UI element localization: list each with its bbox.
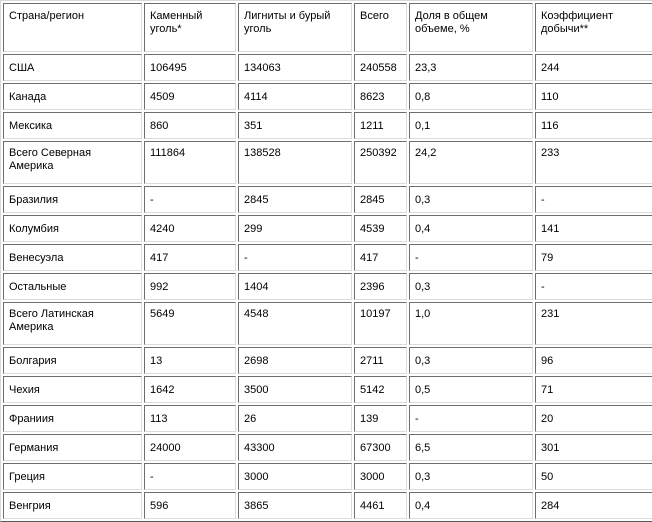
cell-lignite: 351 (238, 112, 352, 139)
cell-country: Остальные (3, 273, 142, 300)
cell-total: 3000 (354, 463, 407, 490)
cell-share: 23,3 (409, 54, 533, 81)
cell-hard-coal: 106495 (144, 54, 236, 81)
cell-coefficient: 50 (535, 463, 652, 490)
cell-lignite: 2845 (238, 186, 352, 213)
cell-coefficient: 141 (535, 215, 652, 242)
table-row (3, 434, 652, 461)
cell-total: 4461 (354, 492, 407, 519)
cell-total: 4539 (354, 215, 407, 242)
cell-hard-coal: 24000 (144, 434, 236, 461)
cell-lignite: 1404 (238, 273, 352, 300)
cell-share: 0,3 (409, 186, 533, 213)
cell-share: 1,0 (409, 302, 533, 345)
cell-coefficient: - (535, 273, 652, 300)
cell-hard-coal: 1642 (144, 376, 236, 403)
header-cell-share: Доля в общем объеме, % (409, 3, 533, 52)
table-row (3, 405, 652, 432)
header-cell-country: Страна/регион (3, 3, 142, 52)
cell-lignite: 3865 (238, 492, 352, 519)
cell-share: 0,4 (409, 215, 533, 242)
cell-country: Болгария (3, 347, 142, 374)
cell-country: Венгрия (3, 492, 142, 519)
table-row (3, 215, 652, 242)
table-row (3, 463, 652, 490)
cell-lignite: 299 (238, 215, 352, 242)
cell-coefficient: - (535, 186, 652, 213)
cell-country: Всего Северная Америка (3, 141, 142, 184)
cell-total: 139 (354, 405, 407, 432)
cell-lignite: 43300 (238, 434, 352, 461)
cell-total: 417 (354, 244, 407, 271)
table-row (3, 112, 652, 139)
cell-share: - (409, 244, 533, 271)
cell-lignite: 3500 (238, 376, 352, 403)
cell-hard-coal: 992 (144, 273, 236, 300)
cell-coefficient: 79 (535, 244, 652, 271)
cell-country: Бразилия (3, 186, 142, 213)
table-row (3, 141, 652, 184)
cell-total: 2711 (354, 347, 407, 374)
table-row (3, 376, 652, 403)
cell-share: 0,4 (409, 492, 533, 519)
cell-hard-coal: 113 (144, 405, 236, 432)
cell-total: 250392 (354, 141, 407, 184)
cell-coefficient: 96 (535, 347, 652, 374)
cell-country: Колумбия (3, 215, 142, 242)
cell-share: 24,2 (409, 141, 533, 184)
cell-country: Венесуэла (3, 244, 142, 271)
cell-country: Всего Латинская Америка (3, 302, 142, 345)
cell-coefficient: 71 (535, 376, 652, 403)
cell-lignite: 3000 (238, 463, 352, 490)
cell-total: 2396 (354, 273, 407, 300)
cell-share: 0,5 (409, 376, 533, 403)
cell-coefficient: 284 (535, 492, 652, 519)
cell-hard-coal: 4509 (144, 83, 236, 110)
cell-total: 10197 (354, 302, 407, 345)
cell-coefficient: 244 (535, 54, 652, 81)
cell-coefficient: 116 (535, 112, 652, 139)
table-row (3, 186, 652, 213)
cell-hard-coal: - (144, 463, 236, 490)
cell-lignite: 26 (238, 405, 352, 432)
cell-hard-coal: 111864 (144, 141, 236, 184)
table-row (3, 54, 652, 81)
cell-hard-coal: - (144, 186, 236, 213)
cell-lignite: 2698 (238, 347, 352, 374)
table-row (3, 83, 652, 110)
table-row (3, 302, 652, 345)
cell-hard-coal: 596 (144, 492, 236, 519)
cell-total: 240558 (354, 54, 407, 81)
header-cell-total: Всего (354, 3, 407, 52)
cell-country: Канада (3, 83, 142, 110)
cell-coefficient: 233 (535, 141, 652, 184)
cell-lignite: 134063 (238, 54, 352, 81)
cell-coefficient: 110 (535, 83, 652, 110)
cell-country: Германия (3, 434, 142, 461)
cell-total: 8623 (354, 83, 407, 110)
cell-total: 1211 (354, 112, 407, 139)
header-cell-lignite: Лигниты и бурый уголь (238, 3, 352, 52)
cell-total: 67300 (354, 434, 407, 461)
table-header-row (3, 3, 652, 52)
cell-lignite: - (238, 244, 352, 271)
table-row (3, 273, 652, 300)
table-row (3, 244, 652, 271)
cell-share: 0,1 (409, 112, 533, 139)
header-cell-hard-coal: Каменный уголь* (144, 3, 236, 52)
cell-country: США (3, 54, 142, 81)
cell-coefficient: 231 (535, 302, 652, 345)
cell-share: 0,8 (409, 83, 533, 110)
cell-hard-coal: 417 (144, 244, 236, 271)
cell-total: 2845 (354, 186, 407, 213)
cell-coefficient: 20 (535, 405, 652, 432)
cell-hard-coal: 4240 (144, 215, 236, 242)
cell-hard-coal: 5649 (144, 302, 236, 345)
cell-country: Чехия (3, 376, 142, 403)
cell-lignite: 138528 (238, 141, 352, 184)
cell-share: 0,3 (409, 463, 533, 490)
cell-country: Мексика (3, 112, 142, 139)
cell-total: 5142 (354, 376, 407, 403)
cell-share: 6,5 (409, 434, 533, 461)
cell-share: 0,3 (409, 347, 533, 374)
cell-hard-coal: 860 (144, 112, 236, 139)
cell-share: 0,3 (409, 273, 533, 300)
cell-country: Греция (3, 463, 142, 490)
cell-lignite: 4114 (238, 83, 352, 110)
cell-country: Франиия (3, 405, 142, 432)
table-row (3, 347, 652, 374)
cell-hard-coal: 13 (144, 347, 236, 374)
header-cell-coefficient: Коэффициент добычи** (535, 3, 652, 52)
table-row (3, 492, 652, 519)
cell-lignite: 4548 (238, 302, 352, 345)
cell-coefficient: 301 (535, 434, 652, 461)
cell-share: - (409, 405, 533, 432)
